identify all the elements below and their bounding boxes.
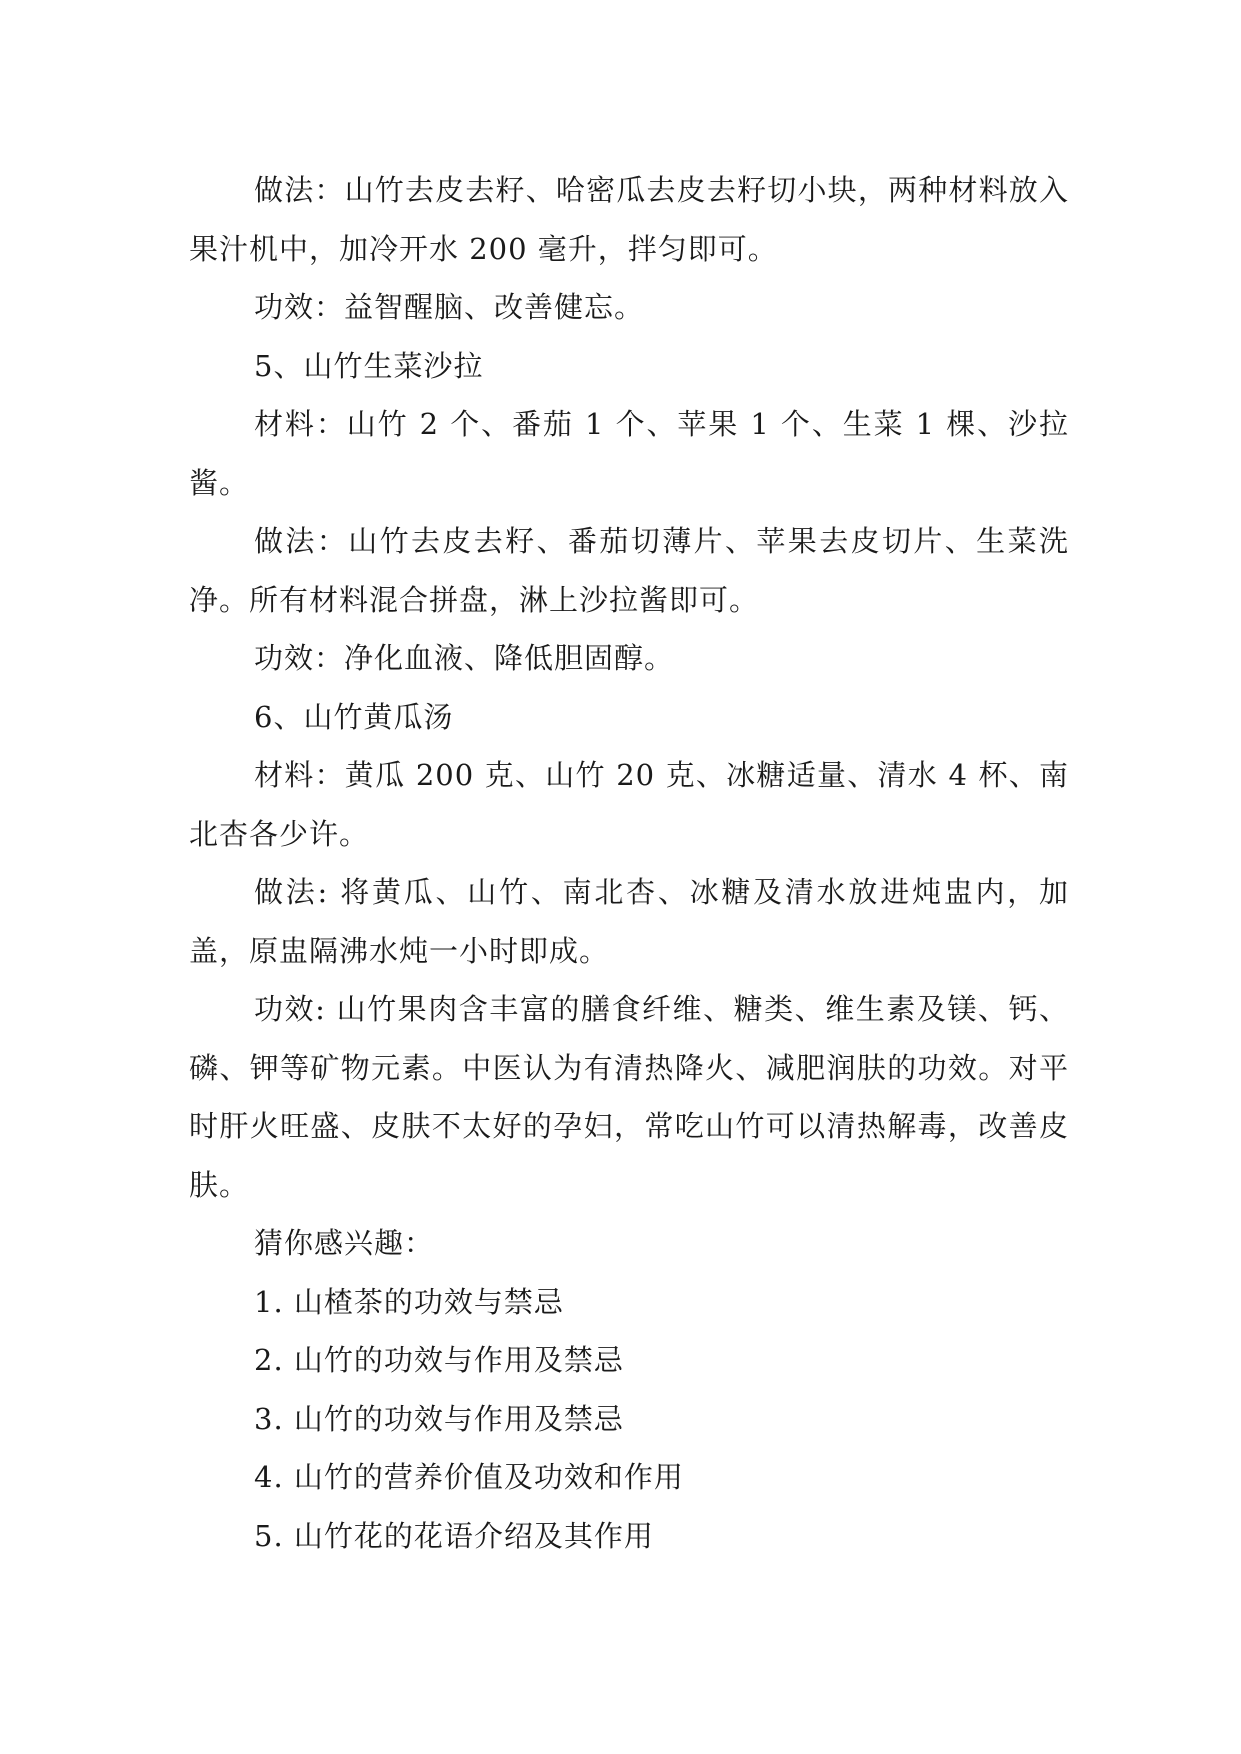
related-link[interactable]: 5. 山竹花的花语介绍及其作用 <box>254 1518 654 1553</box>
effect-paragraph: 功效：益智醒脑、改善健忘。 <box>254 290 645 324</box>
ingredients-paragraph: 材料：黄瓜 200 克、山竹 20 克、冰糖适量、清水 4 杯、南北杏各少许。 <box>189 758 1069 851</box>
recipe-heading: 6、山竹黄瓜汤 <box>254 699 454 734</box>
method-paragraph: 做法：山竹去皮去籽、番茄切薄片、苹果去皮切片、生菜洗净。所有材料混合拼盘，淋上沙拉酱即可。 <box>189 524 1069 617</box>
method-paragraph: 做法: 将黄瓜、山竹、南北杏、冰糖及清水放进炖盅内，加盖，原盅隔沸水炖一小时即成。 <box>189 875 1069 968</box>
related-link[interactable]: 2. 山竹的功效与作用及禁忌 <box>254 1343 624 1377</box>
related-link[interactable]: 4. 山竹的营养价值及功效和作用 <box>254 1460 684 1494</box>
related-link[interactable]: 1. 山楂茶的功效与禁忌 <box>254 1284 564 1319</box>
related-heading: 猜你感兴趣： <box>254 1226 435 1260</box>
recipe-heading: 5、山竹生菜沙拉 <box>254 348 484 383</box>
document-body <box>189 161 1069 1565</box>
ingredients-paragraph: 材料：山竹 2 个、番茄 1 个、苹果 1 个、生菜 1 棵、沙拉酱。 <box>189 407 1069 500</box>
related-list <box>189 1273 1069 1566</box>
effect-paragraph: 功效：净化血液、降低胆固醇。 <box>254 641 675 675</box>
related-link[interactable]: 3. 山竹的功效与作用及禁忌 <box>254 1401 624 1436</box>
effect-paragraph: 功效: 山竹果肉含丰富的膳食纤维、糖类、维生素及镁、钙、磷、钾等矿物元素。中医认为有清热降火、减肥润肤的功效。对平时肝火旺盛、皮肤不太好的孕妇，常吃山竹可以清热解毒，改善皮肤。 <box>189 992 1069 1202</box>
method-paragraph: 做法：山竹去皮去籽、哈密瓜去皮去籽切小块，两种材料放入果汁机中，加冷开水 200 毫升，拌匀即可。 <box>189 173 1069 266</box>
